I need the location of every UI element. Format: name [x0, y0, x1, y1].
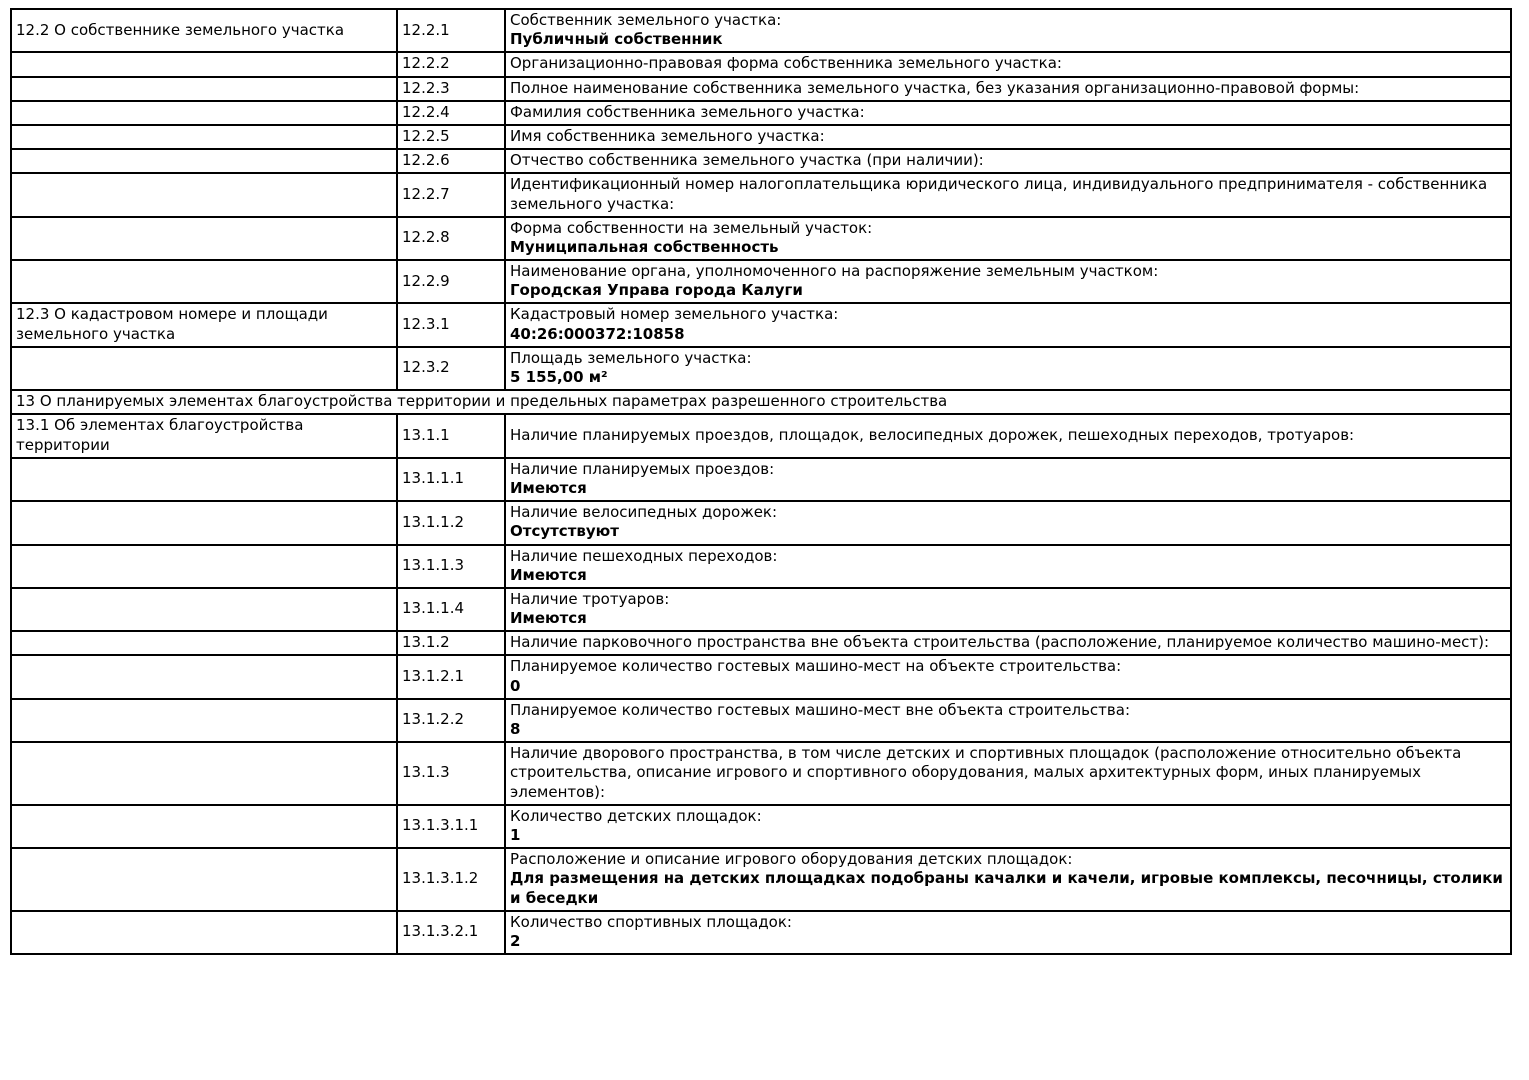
item-content-cell: [505, 805, 1511, 848]
table-row: [11, 77, 1511, 101]
table-row: [11, 848, 1511, 911]
item-label: Наличие дворового пространства, в том числе детских и спортивных площадок (расположение относительно объекта строительства, описание игрового и спортивного оборудования, малых архитектурных форм, иных планируемых элементов):: [510, 744, 1462, 801]
item-label: Наличие планируемых проездов:: [510, 459, 775, 478]
table-row: [11, 805, 1511, 848]
item-label: Наличие пешеходных переходов:: [510, 546, 778, 565]
item-label: Кадастровый номер земельного участка:: [510, 305, 839, 324]
item-label: Планируемое количество гостевых машино-мест на объекте строительства:: [510, 657, 1122, 676]
item-content-cell: [505, 347, 1511, 390]
item-number-cell: 13.1.1: [397, 414, 505, 457]
section-title-cell: [11, 848, 397, 911]
item-number-cell: 12.2.1: [397, 9, 505, 52]
item-value: Муниципальная собственность: [510, 237, 779, 256]
item-value: 2: [510, 931, 521, 950]
section-title-cell: [11, 173, 397, 216]
item-number-cell: 12.2.3: [397, 77, 505, 101]
section-title-cell: 13.1 Об элементах благоустройства территории: [11, 414, 397, 457]
item-number-cell: 13.1.3: [397, 742, 505, 805]
item-value: Имеются: [510, 609, 587, 628]
item-label: Собственник земельного участка:: [510, 11, 782, 29]
item-content-cell: [505, 545, 1511, 588]
section-title-cell: 12.3 О кадастровом номере и площади земельного участка: [11, 303, 397, 346]
item-value: 1: [510, 825, 521, 844]
section-title-cell: [11, 52, 397, 76]
section-title-cell: [11, 260, 397, 303]
item-number-cell: 13.1.2.2: [397, 699, 505, 742]
item-label: Наличие планируемых проездов, площадок, велосипедных дорожек, пешеходных переходов, тротуаров:: [510, 425, 1355, 444]
item-content-cell: [505, 125, 1511, 149]
section-title-cell: [11, 805, 397, 848]
item-value: Для размещения на детских площадках подобраны качалки и качели, игровые комплексы, песочницы, столики и беседки: [510, 869, 1503, 907]
table-row: [11, 911, 1511, 954]
table-row: [11, 631, 1511, 655]
item-value: Имеются: [510, 478, 587, 497]
item-content-cell: [505, 260, 1511, 303]
item-number-cell: 13.1.2.1: [397, 655, 505, 698]
item-label: Наименование органа, уполномоченного на распоряжение земельным участком:: [510, 262, 1159, 281]
item-number-cell: 13.1.1.4: [397, 588, 505, 631]
item-label: Идентификационный номер налогоплательщика юридического лица, индивидуального предпринимателя - собственника земельного участка:: [510, 175, 1488, 213]
item-number-cell: 13.1.3.1.2: [397, 848, 505, 911]
item-label: Планируемое количество гостевых машино-мест вне объекта строительства:: [510, 700, 1130, 719]
section-title-cell: [11, 77, 397, 101]
item-label: Площадь земельного участка:: [510, 348, 752, 367]
item-label: Расположение и описание игрового оборудования детских площадок:: [510, 850, 1073, 869]
item-content-cell: [505, 742, 1511, 805]
section-title-cell: [11, 501, 397, 544]
item-value: 40:26:000372:10858: [510, 324, 685, 343]
table-row: [11, 414, 1511, 457]
section-title-cell: [11, 655, 397, 698]
item-content-cell: [505, 501, 1511, 544]
section-title-cell: [11, 347, 397, 390]
item-content-cell: [505, 458, 1511, 501]
item-number-cell: 13.1.3.1.1: [397, 805, 505, 848]
table-body: [11, 9, 1511, 954]
item-number-cell: 12.2.2: [397, 52, 505, 76]
item-number-cell: 12.2.8: [397, 217, 505, 260]
item-content-cell: [505, 911, 1511, 954]
table-row: [11, 173, 1511, 216]
table-row: [11, 655, 1511, 698]
table-row: [11, 125, 1511, 149]
item-value: 8: [510, 720, 521, 738]
section-title-cell: [11, 911, 397, 954]
table-row: [11, 9, 1511, 52]
item-label: Количество спортивных площадок:: [510, 912, 792, 931]
item-content-cell: [505, 149, 1511, 173]
item-content-cell: [505, 303, 1511, 346]
item-content-cell: [505, 52, 1511, 76]
item-content-cell: [505, 173, 1511, 216]
section-title-cell: [11, 125, 397, 149]
item-number-cell: 12.2.9: [397, 260, 505, 303]
item-number-cell: 12.2.4: [397, 101, 505, 125]
section-title-cell: [11, 149, 397, 173]
item-content-cell: [505, 699, 1511, 742]
item-content-cell: [505, 848, 1511, 911]
section-title-cell: [11, 217, 397, 260]
item-content-cell: [505, 217, 1511, 260]
item-number-cell: 12.2.6: [397, 149, 505, 173]
section-title-cell: [11, 588, 397, 631]
item-label: Форма собственности на земельный участок:: [510, 218, 873, 237]
item-label: Количество детских площадок:: [510, 806, 762, 825]
item-value: 0: [510, 676, 521, 695]
table-row: [11, 699, 1511, 742]
table-row: [11, 742, 1511, 805]
item-label: Отчество собственника земельного участка (при наличии):: [510, 151, 984, 170]
item-number-cell: 13.1.1.2: [397, 501, 505, 544]
item-number-cell: 12.3.1: [397, 303, 505, 346]
table-row: [11, 303, 1511, 346]
item-content-cell: [505, 9, 1511, 52]
section-header-cell: 13 О планируемых элементах благоустройства территории и предельных параметрах разрешенного строительства: [11, 390, 1511, 414]
item-label: Наличие велосипедных дорожек:: [510, 503, 778, 522]
item-label: Имя собственника земельного участка:: [510, 126, 825, 145]
section-header-row: [11, 390, 1511, 414]
item-content-cell: [505, 77, 1511, 101]
section-title-cell: [11, 545, 397, 588]
item-number-cell: 13.1.1.1: [397, 458, 505, 501]
table-row: [11, 458, 1511, 501]
item-value: Городская Управа города Калуги: [510, 281, 803, 300]
table-row: [11, 52, 1511, 76]
item-content-cell: [505, 588, 1511, 631]
item-content-cell: [505, 414, 1511, 457]
item-number-cell: 13.1.3.2.1: [397, 911, 505, 954]
item-label: Наличие тротуаров:: [510, 589, 670, 608]
item-content-cell: [505, 631, 1511, 655]
item-label: Организационно-правовая форма собственника земельного участка:: [510, 54, 1062, 73]
section-title-cell: [11, 742, 397, 805]
table-row: [11, 501, 1511, 544]
item-label: Наличие парковочного пространства вне объекта строительства (расположение, планируемое количество машино-мест):: [510, 633, 1490, 652]
item-number-cell: 13.1.2: [397, 631, 505, 655]
item-number-cell: 12.2.5: [397, 125, 505, 149]
item-label: Фамилия собственника земельного участка:: [510, 102, 865, 121]
item-content-cell: [505, 655, 1511, 698]
item-content-cell: [505, 101, 1511, 125]
table-row: [11, 588, 1511, 631]
table-row: [11, 101, 1511, 125]
item-number-cell: 12.2.7: [397, 173, 505, 216]
project-declaration-table: [10, 8, 1512, 955]
section-title-cell: [11, 101, 397, 125]
table-row: [11, 545, 1511, 588]
item-value: 5 155,00 м²: [510, 368, 608, 386]
table-row: [11, 347, 1511, 390]
table-row: [11, 149, 1511, 173]
item-value: Публичный собственник: [510, 30, 723, 49]
item-value: Отсутствуют: [510, 522, 619, 541]
section-title-cell: [11, 631, 397, 655]
section-title-cell: [11, 458, 397, 501]
table-row: [11, 217, 1511, 260]
item-label: Полное наименование собственника земельного участка, без указания организационно-правовой формы:: [510, 78, 1360, 97]
item-number-cell: 12.3.2: [397, 347, 505, 390]
section-title-cell: 12.2 О собственнике земельного участка: [11, 9, 397, 52]
table-row: [11, 260, 1511, 303]
section-title-cell: [11, 699, 397, 742]
item-number-cell: 13.1.1.3: [397, 545, 505, 588]
item-value: Имеются: [510, 565, 587, 584]
